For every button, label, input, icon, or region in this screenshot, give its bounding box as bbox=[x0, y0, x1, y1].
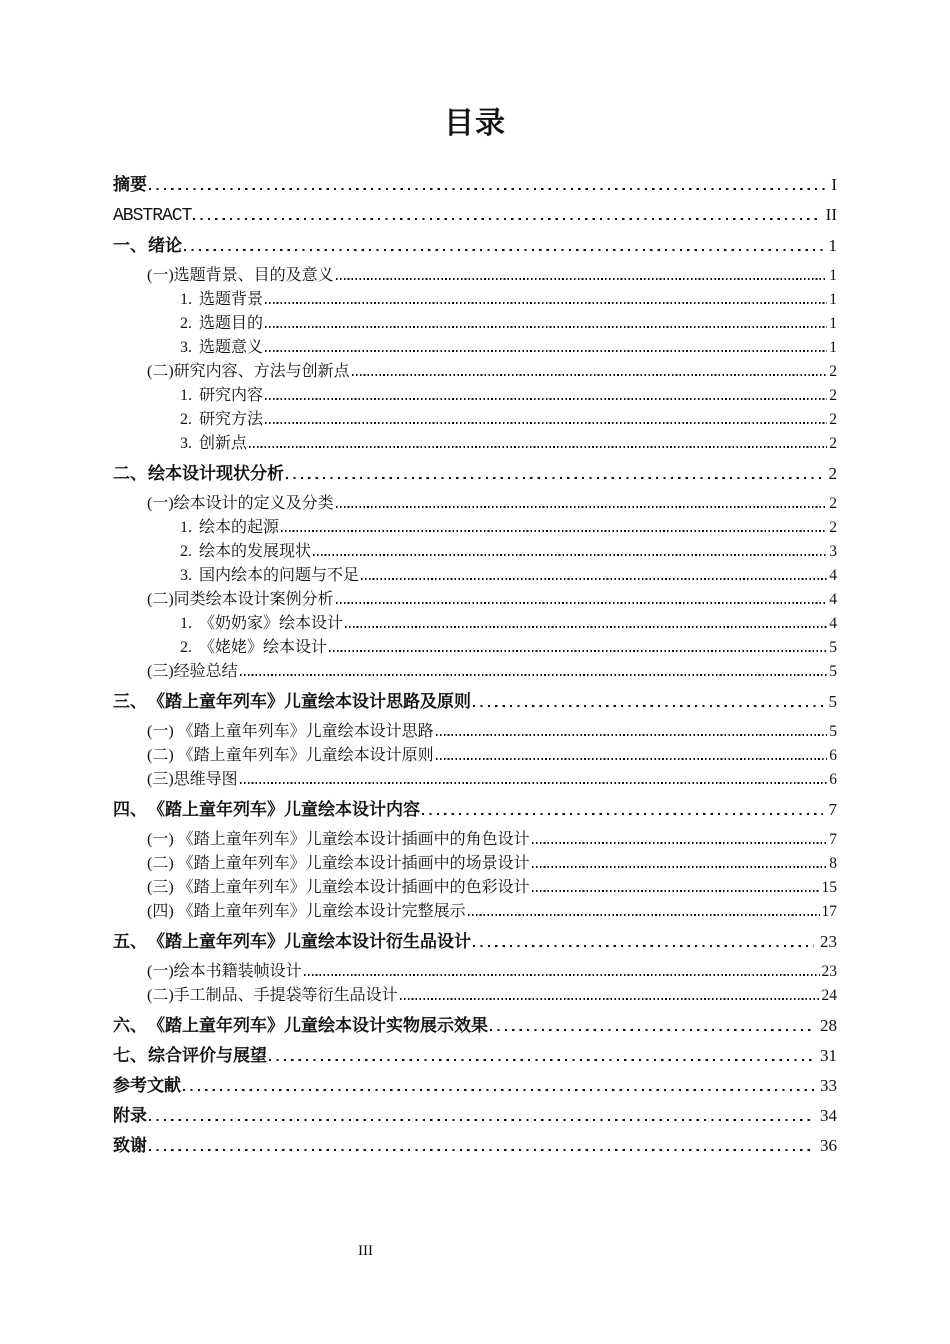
toc-entry-page-number: 1 bbox=[828, 236, 837, 255]
dot-leader bbox=[265, 398, 827, 400]
toc-entry[interactable] bbox=[113, 660, 837, 684]
toc-entry-label: (二) 《踏上童年列车》儿童绘本设计原则 bbox=[147, 747, 434, 764]
toc-entry-page-number: 28 bbox=[820, 1016, 837, 1035]
toc-entry[interactable] bbox=[113, 264, 837, 288]
toc-entry-label: (三)思维导图 bbox=[147, 771, 238, 788]
toc-entry-number: 2. bbox=[180, 315, 192, 332]
toc-entry-page-number: 5 bbox=[829, 723, 837, 740]
dot-leader bbox=[336, 506, 828, 508]
dot-leader bbox=[265, 422, 827, 424]
toc-entry[interactable] bbox=[113, 336, 837, 360]
toc-entry-label: 综合评价与展望 bbox=[148, 1046, 267, 1065]
toc-entry[interactable] bbox=[113, 828, 837, 852]
toc-entry-number: 1. bbox=[180, 615, 192, 632]
toc-entry[interactable] bbox=[113, 516, 837, 540]
toc-entry[interactable] bbox=[113, 960, 837, 984]
toc-entry[interactable] bbox=[113, 768, 837, 792]
toc-entry-number: 2. bbox=[180, 543, 192, 560]
toc-entry-label: (二)手工制品、手提袋等衍生品设计 bbox=[147, 987, 398, 1004]
toc-entry-page-number: 4 bbox=[829, 567, 837, 584]
dot-leader bbox=[149, 1149, 814, 1151]
toc-entry[interactable] bbox=[113, 744, 837, 768]
toc-entry[interactable] bbox=[113, 564, 837, 588]
toc-entry-label: 《踏上童年列车》儿童绘本设计实物展示效果 bbox=[148, 1016, 488, 1035]
toc-entry[interactable] bbox=[113, 312, 837, 336]
toc-entry[interactable] bbox=[113, 876, 837, 900]
toc-entry-page-number: 24 bbox=[821, 987, 837, 1004]
toc-entry-page-number: 2 bbox=[829, 435, 837, 452]
toc-entry-page-number: 31 bbox=[820, 1046, 837, 1065]
dot-leader bbox=[329, 650, 827, 652]
page-title: 目录 bbox=[444, 107, 506, 140]
toc-entry-label: 致谢 bbox=[113, 1136, 147, 1155]
toc-entry-number: 3. bbox=[180, 435, 192, 452]
toc-entry-page-number: 5 bbox=[829, 639, 837, 656]
toc-entry-page-number: 1 bbox=[829, 267, 837, 284]
toc-entry-label: (二) 《踏上童年列车》儿童绘本设计插画中的场景设计 bbox=[147, 855, 530, 872]
toc-entry-label: (一)绘本设计的定义及分类 bbox=[147, 495, 334, 512]
toc-entry-page-number: 3 bbox=[829, 543, 837, 560]
toc-entry[interactable] bbox=[113, 1074, 837, 1098]
toc-entry[interactable] bbox=[113, 612, 837, 636]
dot-leader bbox=[352, 374, 828, 376]
toc-entry-page-number: 6 bbox=[829, 747, 837, 764]
dot-leader bbox=[249, 446, 827, 448]
toc-entry[interactable] bbox=[113, 432, 837, 456]
dot-leader bbox=[345, 626, 827, 628]
toc-entry-label: (二)同类绘本设计案例分析 bbox=[147, 591, 334, 608]
toc-entry[interactable] bbox=[113, 540, 837, 564]
toc-entry-number: 1. bbox=[180, 291, 192, 308]
dot-leader bbox=[265, 326, 827, 328]
toc-entry-number: 五、 bbox=[113, 932, 147, 951]
toc-entry-label: ABSTRACT bbox=[113, 206, 192, 226]
toc-entry-number: 2. bbox=[180, 411, 192, 428]
dot-leader bbox=[532, 842, 828, 844]
dot-leader bbox=[193, 218, 819, 220]
toc-entry-page-number: 5 bbox=[828, 692, 837, 711]
toc-entry-number: 四、 bbox=[113, 800, 147, 819]
dot-leader bbox=[265, 302, 827, 304]
toc-entry-number: 1. bbox=[180, 519, 192, 536]
toc-entry-label: 绘本的起源 bbox=[199, 519, 280, 536]
toc-entry-page-number: 1 bbox=[829, 339, 837, 356]
toc-entry-page-number: 2 bbox=[829, 495, 837, 512]
toc-entry-page-number: 2 bbox=[828, 464, 837, 483]
dot-leader bbox=[281, 530, 827, 532]
toc-entry[interactable] bbox=[113, 492, 837, 516]
dot-leader bbox=[240, 782, 828, 784]
toc-entry[interactable] bbox=[113, 288, 837, 312]
toc-entry-page-number: 2 bbox=[829, 387, 837, 404]
toc-entry-page-number: 7 bbox=[829, 831, 837, 848]
toc-entry[interactable] bbox=[113, 690, 837, 714]
toc-entry-page-number: II bbox=[825, 205, 837, 224]
toc-entry-label: 创新点 bbox=[199, 435, 248, 452]
toc-entry-label: 《踏上童年列车》儿童绘本设计衍生品设计 bbox=[148, 932, 471, 951]
toc-entry-label: 绪论 bbox=[148, 236, 182, 255]
toc-entry-page-number: 23 bbox=[821, 963, 837, 980]
toc-entry-label: 选题背景 bbox=[199, 291, 264, 308]
toc-entry[interactable] bbox=[113, 408, 837, 432]
toc-entry[interactable] bbox=[113, 984, 837, 1008]
toc-entry-page-number: 33 bbox=[820, 1076, 837, 1095]
dot-leader bbox=[240, 674, 828, 676]
toc-entry-page-number: 2 bbox=[829, 411, 837, 428]
toc-entry-page-number: 17 bbox=[821, 903, 837, 920]
toc-entry-label: 研究内容 bbox=[199, 387, 264, 404]
dot-leader bbox=[436, 734, 828, 736]
toc-entry-page-number: 34 bbox=[820, 1106, 837, 1125]
toc-entry-label: 研究方法 bbox=[199, 411, 264, 428]
footer-page-number: III bbox=[358, 1243, 373, 1259]
toc-list bbox=[113, 173, 837, 1158]
toc-entry[interactable] bbox=[113, 588, 837, 612]
dot-leader bbox=[336, 278, 828, 280]
toc-entry-page-number: I bbox=[831, 175, 837, 194]
toc-entry-page-number: 7 bbox=[828, 800, 837, 819]
toc-entry[interactable] bbox=[113, 360, 837, 384]
toc-entry-number: 三、 bbox=[113, 692, 147, 711]
toc-entry-page-number: 2 bbox=[829, 519, 837, 536]
toc-entry-page-number: 5 bbox=[829, 663, 837, 680]
dot-leader bbox=[304, 974, 820, 976]
dot-leader bbox=[149, 188, 825, 190]
toc-entry-label: 摘要 bbox=[113, 175, 147, 194]
toc-entry[interactable] bbox=[113, 1134, 837, 1158]
toc-entry[interactable] bbox=[113, 852, 837, 876]
toc-entry-label: (四) 《踏上童年列车》儿童绘本设计完整展示 bbox=[147, 903, 466, 920]
toc-entry-number: 二、 bbox=[113, 464, 147, 483]
dot-leader bbox=[422, 813, 823, 815]
dot-leader bbox=[269, 1059, 814, 1061]
toc-entry-label: 《奶奶家》绘本设计 bbox=[199, 615, 344, 632]
toc-entry[interactable] bbox=[113, 900, 837, 924]
toc-entry-label: (一)绘本书籍装帧设计 bbox=[147, 963, 302, 980]
toc-entry-page-number: 1 bbox=[829, 315, 837, 332]
toc-entry-label: 附录 bbox=[113, 1106, 147, 1125]
toc-entry[interactable] bbox=[113, 462, 837, 486]
dot-leader bbox=[400, 998, 820, 1000]
toc-entry-label: 参考文献 bbox=[113, 1076, 181, 1095]
toc-entry-label: (三)经验总结 bbox=[147, 663, 238, 680]
toc-entry-label: 国内绘本的问题与不足 bbox=[199, 567, 360, 584]
dot-leader bbox=[473, 705, 823, 707]
toc-entry-page-number: 15 bbox=[821, 879, 837, 896]
dot-leader bbox=[286, 477, 823, 479]
toc-entry-label: 《踏上童年列车》儿童绘本设计内容 bbox=[148, 800, 420, 819]
dot-leader bbox=[149, 1119, 814, 1121]
dot-leader bbox=[490, 1029, 814, 1031]
dot-leader bbox=[265, 350, 827, 352]
dot-leader bbox=[183, 1089, 814, 1091]
dot-leader bbox=[468, 914, 820, 916]
toc-content bbox=[113, 105, 837, 1164]
toc-entry-page-number: 4 bbox=[829, 615, 837, 632]
toc-entry[interactable] bbox=[113, 384, 837, 408]
toc-entry[interactable] bbox=[113, 234, 837, 258]
toc-entry-page-number: 1 bbox=[829, 291, 837, 308]
toc-entry[interactable] bbox=[113, 203, 837, 228]
dot-leader bbox=[336, 602, 828, 604]
dot-leader bbox=[532, 890, 820, 892]
toc-entry-label: (一) 《踏上童年列车》儿童绘本设计插画中的角色设计 bbox=[147, 831, 530, 848]
toc-entry-number: 2. bbox=[180, 639, 192, 656]
toc-entry-label: (二)研究内容、方法与创新点 bbox=[147, 363, 350, 380]
toc-entry-label: 绘本设计现状分析 bbox=[148, 464, 284, 483]
toc-entry[interactable] bbox=[113, 1014, 837, 1038]
dot-leader bbox=[532, 866, 828, 868]
toc-entry-page-number: 36 bbox=[820, 1136, 837, 1155]
toc-entry[interactable] bbox=[113, 798, 837, 822]
toc-entry-label: 选题目的 bbox=[199, 315, 264, 332]
toc-entry[interactable] bbox=[113, 720, 837, 744]
dot-leader bbox=[473, 945, 814, 947]
toc-entry-number: 3. bbox=[180, 339, 192, 356]
toc-entry-label: (三) 《踏上童年列车》儿童绘本设计插画中的色彩设计 bbox=[147, 879, 530, 896]
toc-entry-page-number: 2 bbox=[829, 363, 837, 380]
dot-leader bbox=[361, 578, 827, 580]
toc-entry[interactable] bbox=[113, 636, 837, 660]
dot-leader bbox=[184, 249, 823, 251]
toc-entry-number: 七、 bbox=[113, 1046, 147, 1065]
toc-entry[interactable] bbox=[113, 1104, 837, 1128]
toc-entry-page-number: 6 bbox=[829, 771, 837, 788]
dot-leader bbox=[436, 758, 828, 760]
toc-entry-label: 选题意义 bbox=[199, 339, 264, 356]
toc-entry-number: 一、 bbox=[113, 236, 147, 255]
toc-entry[interactable] bbox=[113, 173, 837, 197]
toc-entry-page-number: 8 bbox=[829, 855, 837, 872]
toc-entry-label: 绘本的发展现状 bbox=[199, 543, 312, 560]
toc-entry-page-number: 23 bbox=[820, 932, 837, 951]
toc-entry-label: (一) 《踏上童年列车》儿童绘本设计思路 bbox=[147, 723, 434, 740]
toc-entry-label: (一)选题背景、目的及意义 bbox=[147, 267, 334, 284]
toc-entry-number: 六、 bbox=[113, 1016, 147, 1035]
toc-entry-label: 《姥姥》绘本设计 bbox=[199, 639, 328, 656]
toc-entry-label: 《踏上童年列车》儿童绘本设计思路及原则 bbox=[148, 692, 471, 711]
dot-leader bbox=[313, 554, 827, 556]
toc-entry-number: 1. bbox=[180, 387, 192, 404]
toc-entry[interactable] bbox=[113, 930, 837, 954]
toc-entry-page-number: 4 bbox=[829, 591, 837, 608]
toc-entry-number: 3. bbox=[180, 567, 192, 584]
toc-entry[interactable] bbox=[113, 1044, 837, 1068]
